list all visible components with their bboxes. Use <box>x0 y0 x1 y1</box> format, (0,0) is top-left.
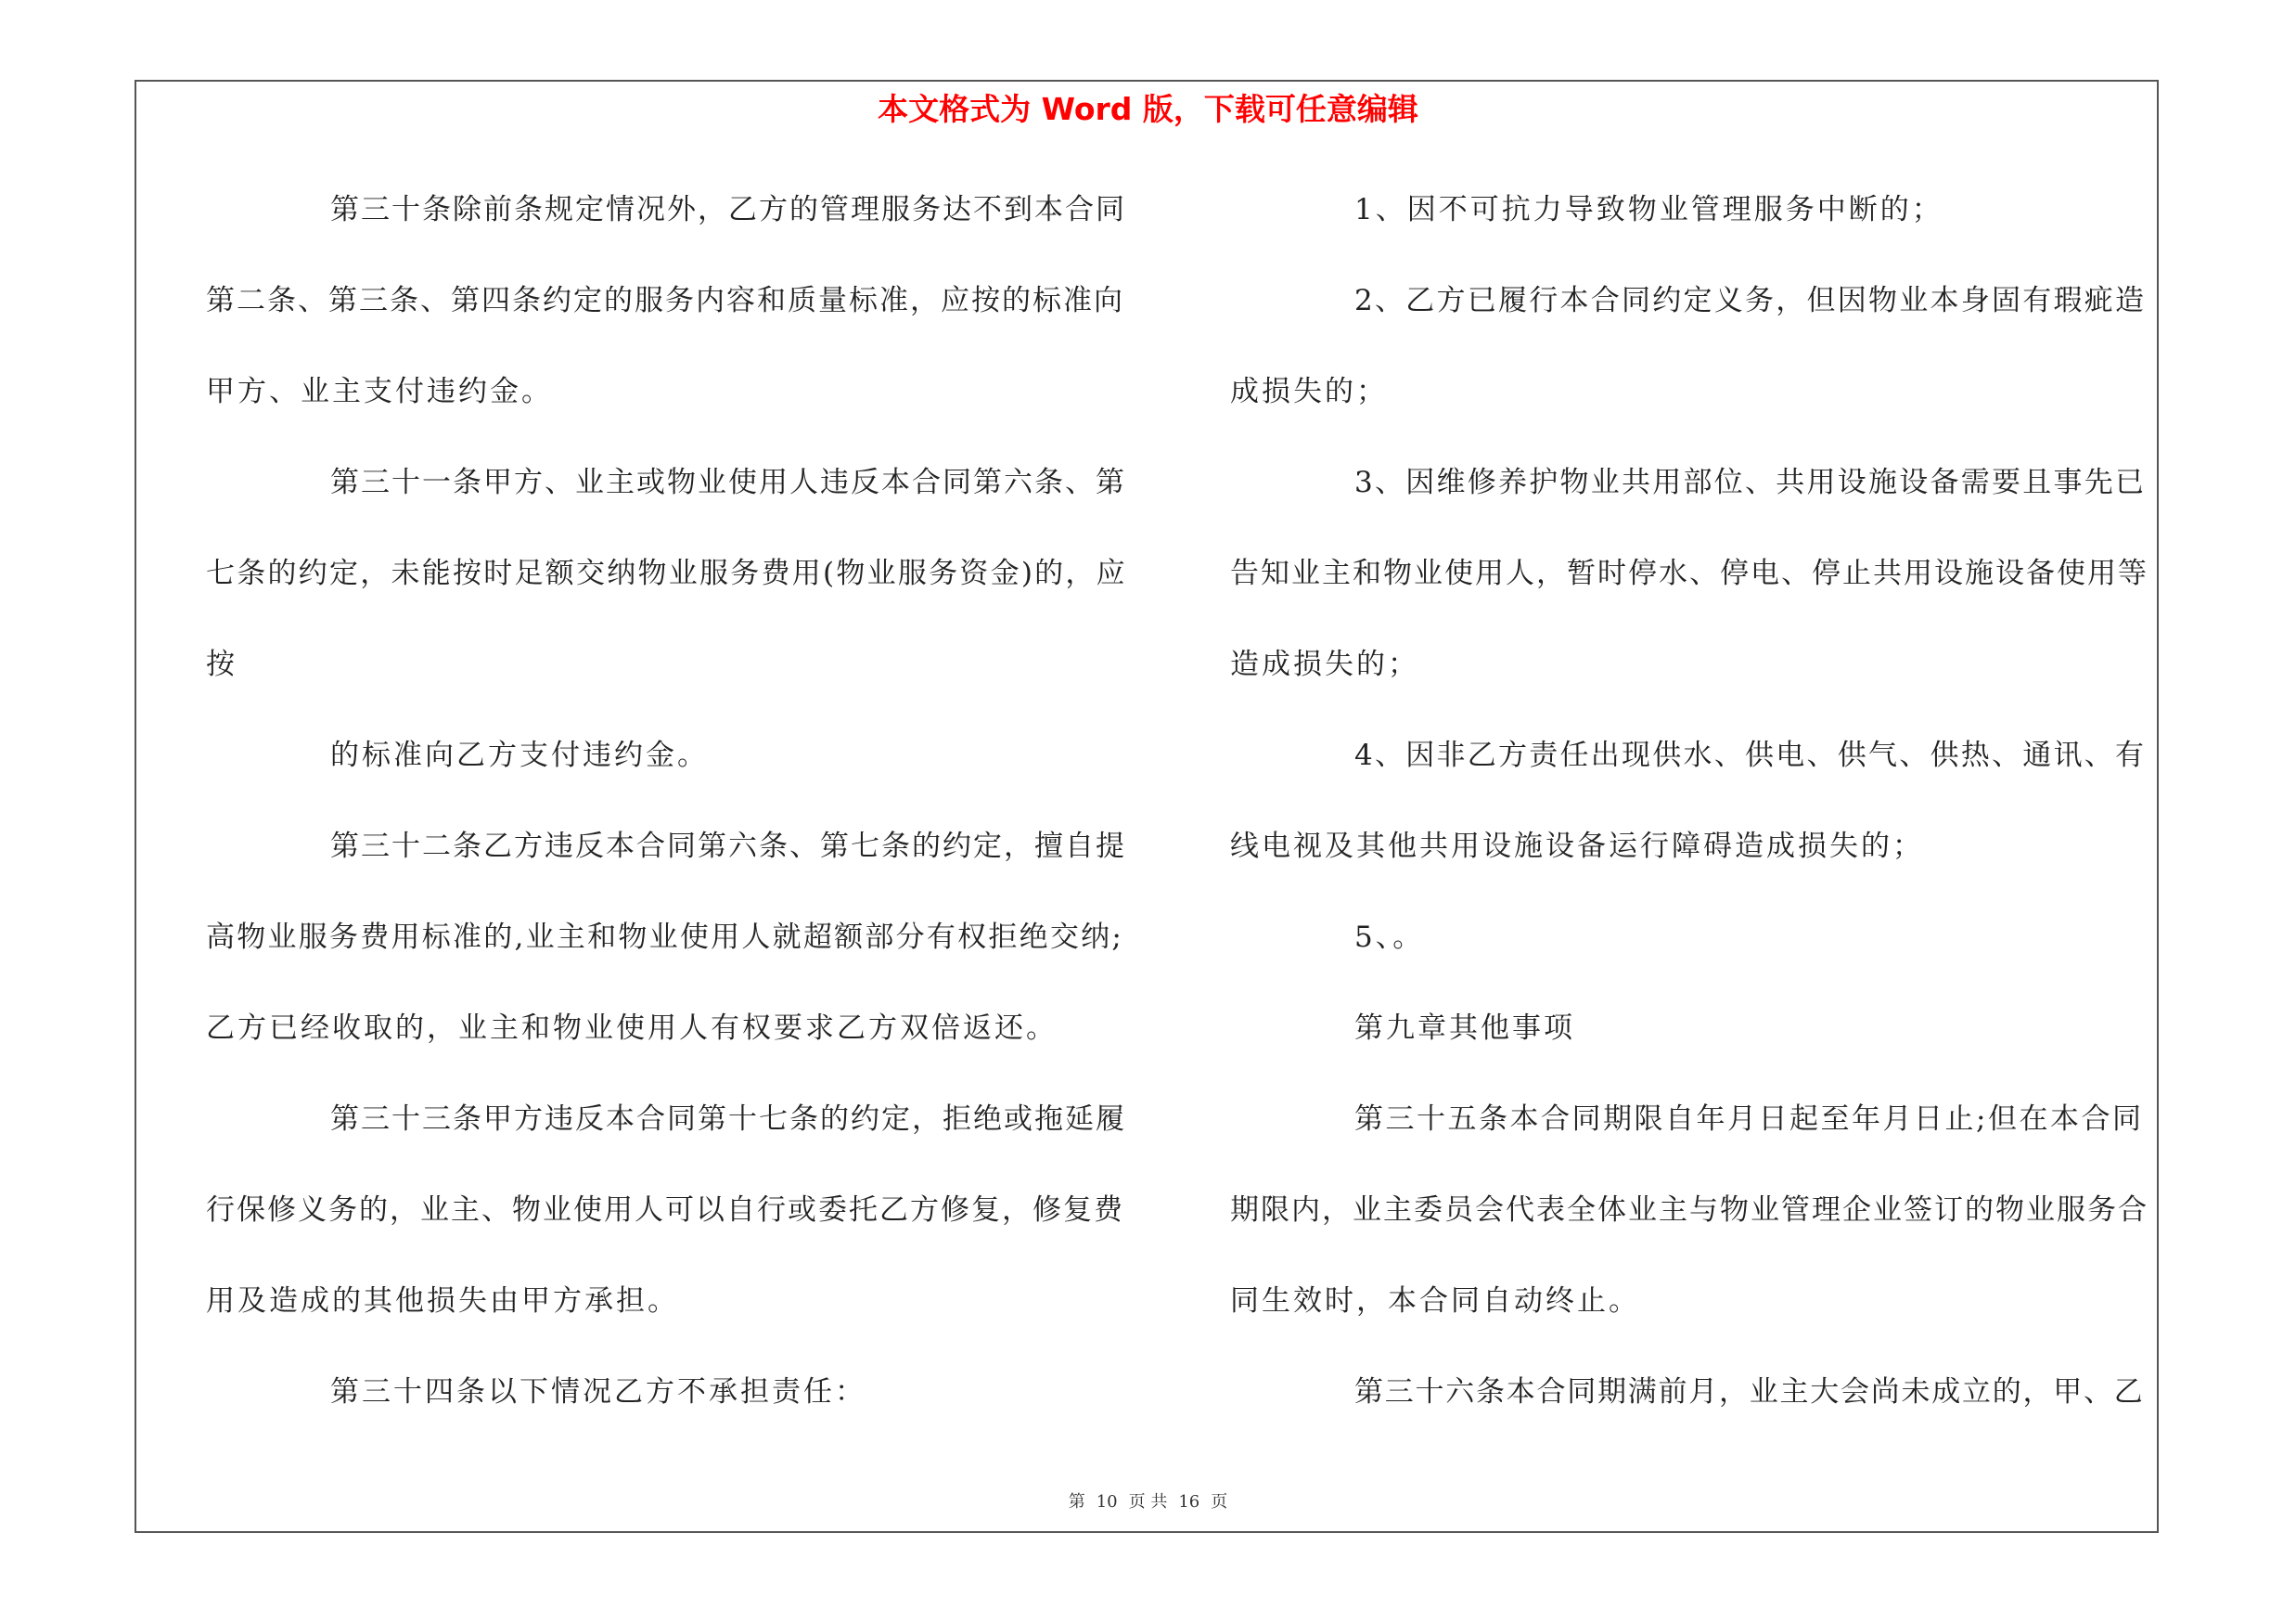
left-column-line: 第三十一条甲方、业主或物业使用人违反本合同第六条、第 <box>330 466 1126 499</box>
right-column-line: 4、因非乙方责任出现供水、供电、供气、供热、通讯、有 <box>1354 739 2147 772</box>
left-column-line: 的标准向乙方支付违约金。 <box>330 739 709 772</box>
left-column-line: 乙方已经收取的，业主和物业使用人有权要求乙方双倍返还。 <box>206 1011 1058 1045</box>
right-column-line: 同生效时，本合同自动终止。 <box>1230 1284 1640 1318</box>
right-column-line: 第三十六条本合同期满前月，业主大会尚未成立的，甲、乙 <box>1354 1375 2145 1409</box>
right-column-line: 期限内，业主委员会代表全体业主与物业管理企业签订的物业服务合 <box>1230 1193 2148 1227</box>
left-column-line: 甲方、业主支付违约金。 <box>206 375 553 408</box>
left-column-line: 第三十二条乙方违反本合同第六条、第七条的约定，擅自提 <box>330 830 1126 863</box>
footer-middle: 页 共 <box>1128 1492 1168 1512</box>
footer-current-page: 10 <box>1096 1492 1118 1512</box>
right-column-line: 1、因不可抗力导致物业管理服务中断的； <box>1354 193 1943 226</box>
right-column-line: 3、因维修养护物业共用部位、共用设施设备需要且事先已 <box>1354 466 2147 499</box>
right-column-line: 5、。 <box>1354 921 1425 954</box>
left-column-line: 用及造成的其他损失由甲方承担。 <box>206 1284 679 1318</box>
left-column-line: 第三十条除前条规定情况外，乙方的管理服务达不到本合同 <box>330 193 1126 226</box>
right-column-line: 第三十五条本合同期限自年月日起至年月日止;但在本合同 <box>1354 1102 2144 1136</box>
footer-total-pages: 16 <box>1178 1492 1200 1512</box>
right-column-line: 告知业主和物业使用人，暂时停水、停电、停止共用设施设备使用等 <box>1230 557 2148 590</box>
right-column-line: 第九章其他事项 <box>1354 1011 1575 1045</box>
right-column-line: 线电视及其他共用设施设备运行障碍造成损失的； <box>1230 830 1924 863</box>
page-footer <box>0 1490 2296 1514</box>
right-column-line: 成损失的； <box>1230 375 1388 408</box>
left-column-line: 第三十三条甲方违反本合同第十七条的约定，拒绝或拖延履 <box>330 1102 1126 1136</box>
right-column-line: 2、乙方已履行本合同约定义务，但因物业本身固有瑕疵造 <box>1354 284 2147 317</box>
header-banner: 本文格式为 Word 版，下载可任意编辑 <box>878 91 1418 127</box>
left-column-line: 第三十四条以下情况乙方不承担责任： <box>330 1375 866 1409</box>
footer-prefix: 第 <box>1068 1492 1085 1512</box>
left-column-line: 第二条、第三条、第四条约定的服务内容和质量标准，应按的标准向 <box>206 284 1124 317</box>
footer-suffix: 页 <box>1211 1492 1228 1512</box>
right-column-line: 造成损失的； <box>1230 648 1419 681</box>
left-column-line: 按 <box>206 648 237 681</box>
left-column-line: 行保修义务的，业主、物业使用人可以自行或委托乙方修复，修复费 <box>206 1193 1124 1227</box>
left-column-line: 七条的约定，未能按时足额交纳物业服务费用(物业服务资金)的，应 <box>206 557 1127 590</box>
left-column-line: 高物业服务费用标准的,业主和物业使用人就超额部分有权拒绝交纳; <box>206 921 1124 954</box>
